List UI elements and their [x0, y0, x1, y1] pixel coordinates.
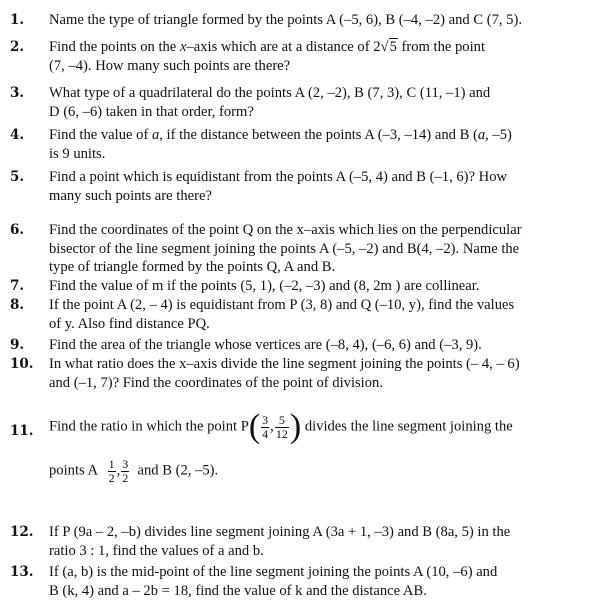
question-text — [49, 277, 587, 296]
fraction: $\frac{1}{2}$ — [108, 456, 115, 485]
question-number: 12. — [10, 524, 34, 540]
question-number: 4. — [10, 127, 25, 143]
square-root: √5 — [380, 39, 397, 55]
question-line: If (a, b) is the mid-point of the line segment joining the points A (10, –6) and — [49, 564, 498, 580]
question-line: Find the coordinates of the point Q on the x–axis which lies on the perpendicular — [49, 222, 522, 238]
question-number: 11. — [10, 423, 34, 439]
fraction: $\frac{3}{2}$ — [122, 456, 129, 485]
question-line: If P (9a – 2, –b) divides line segment joining A (3a + 1, –3) and B (8a, 5) in the — [49, 524, 511, 540]
question-line: Find a point which is equidistant from the points A (–5, 4) and B (–1, 6)? How — [49, 169, 508, 185]
question-text — [49, 355, 587, 392]
question-number: 8. — [10, 297, 25, 313]
question-number: 3. — [10, 85, 25, 101]
question-line: (7, –4). How many such points are there? — [49, 57, 291, 74]
fraction: $\frac{5}{12}$ — [275, 412, 288, 441]
question-line: Name the type of triangle formed by the points A (–5, 6), B (–4, –2) and C (7, 5). — [49, 12, 522, 28]
question-line: bisector of the line segment joining the points A (–5, –2) and B(4, –2). Name the — [49, 240, 520, 257]
question-text — [49, 126, 587, 163]
question-line: is 9 units. — [49, 145, 106, 162]
question-line: Find the points on the x–axis which are at a distance of 2√5 from the point — [49, 39, 486, 55]
question-line: What type of a quadrilateral do the points A (2, –2), B (7, 3), C (11, –1) and — [49, 85, 491, 101]
question-text — [49, 296, 587, 333]
question-number: 10. — [10, 356, 34, 372]
question-text — [49, 84, 587, 121]
question-text — [49, 38, 587, 75]
question-line: D (6, –6) taken in that order, form? — [49, 103, 254, 120]
question-number: 5. — [10, 169, 25, 185]
question-line: and (–1, 7)? Find the coordinates of the point of division. — [49, 374, 383, 391]
question-text — [49, 221, 587, 277]
question-line: Find the ratio in which the point P( $\frac{3}{4}$ , $\frac{5}{12}$ ) divides the line segment joining the — [49, 408, 513, 445]
question-text — [49, 523, 587, 560]
question-line: of y. Also find distance PQ. — [49, 315, 210, 332]
question-text — [49, 168, 587, 205]
question-line: type of triangle formed by the points Q, A and B. — [49, 259, 336, 275]
question-line: many such points are there? — [49, 187, 212, 204]
question-line: If the point A (2, – 4) is equidistant from P (3, 8) and Q (–10, y), find the values — [49, 297, 515, 313]
question-line: points A $\frac{1}{2}$ , $\frac{3}{2}$ and B (2, –5). — [49, 456, 219, 485]
question-text — [49, 11, 587, 30]
question-number: 13. — [10, 564, 34, 580]
question-line: Find the area of the triangle whose vertices are (–8, 4), (–6, 6) and (–3, 9). — [49, 337, 482, 353]
fraction: $\frac{3}{4}$ — [262, 412, 269, 441]
question-text — [49, 336, 587, 355]
question-number: 1. — [10, 12, 25, 28]
question-text — [49, 563, 587, 600]
question-line: ratio 3 : 1, find the values of a and b. — [49, 542, 264, 559]
question-number: 2. — [10, 39, 25, 55]
question-line: Find the value of a, if the distance between the points A (–3, –14) and B (a, –5) — [49, 127, 512, 143]
question-line: Find the value of m if the points (5, 1), (–2, –3) and (8, 2m ) are collinear. — [49, 278, 480, 294]
question-number: 7. — [10, 278, 25, 294]
question-number: 9. — [10, 337, 25, 353]
question-line: In what ratio does the x–axis divide the line segment joining the points (– 4, – 6) — [49, 356, 520, 372]
question-text — [49, 408, 587, 486]
question-number: 6. — [10, 222, 25, 238]
question-line: B (k, 4) and a – 2b = 18, find the value of k and the distance AB. — [49, 582, 427, 599]
